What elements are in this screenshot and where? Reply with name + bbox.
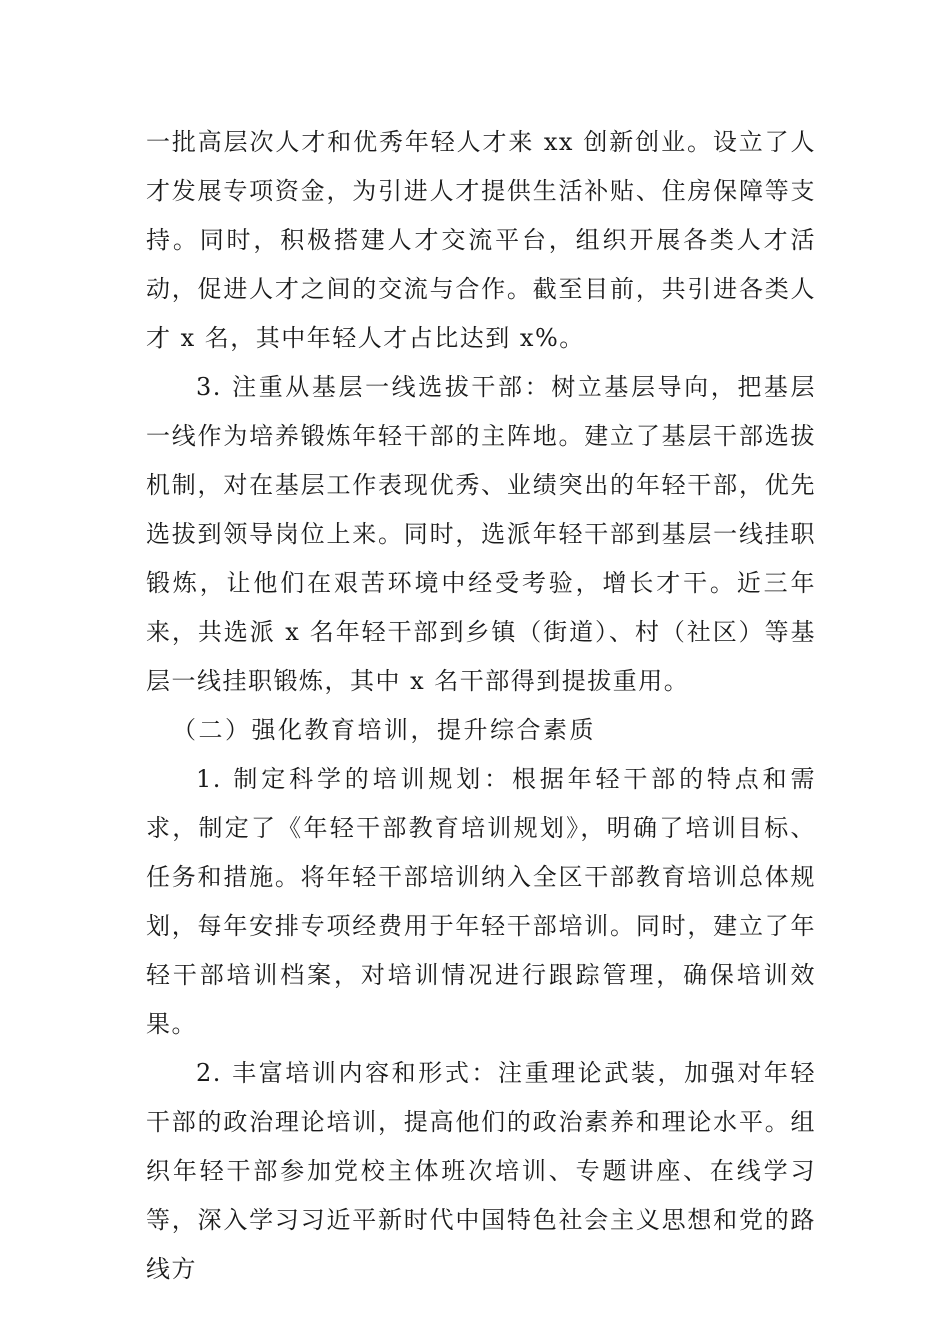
document-body (146, 118, 816, 1294)
paragraph-talent-introduction-continued: 一批高层次人才和优秀年轻人才来 xx 创新创业。设立了人才发展专项资金，为引进人才提供生活补贴、住房保障等支持。同时，积极搭建人才交流平台，组织开展各类人才活动，促进人才之间的交流与合作。截至目前，共引进各类人才 x 名，其中年轻人才占比达到 x%。 (146, 128, 816, 352)
paragraph-training-content: 2. 丰富培训内容和形式：注重理论武装，加强对年轻干部的政治理论培训，提高他们的政治素养和理论水平。组织年轻干部参加党校主体班次培训、专题讲座、在线学习等，深入学习习近平新时代中国特色社会主义思想和党的路线方 (146, 1059, 816, 1283)
section-heading-education-training: （二）强化教育培训，提升综合素质 (172, 716, 596, 744)
paragraph-training-plan: 1. 制定科学的培训规划：根据年轻干部的特点和需求，制定了《年轻干部教育培训规划》，明确了培训目标、任务和措施。将年轻干部培训纳入全区干部教育培训总体规划，每年安排专项经费用于年轻干部培训。同时，建立了年轻干部培训档案，对培训情况进行跟踪管理，确保培训效果。 (146, 765, 816, 1038)
paragraph-grassroots-selection: 3. 注重从基层一线选拔干部：树立基层导向，把基层一线作为培养锻炼年轻干部的主阵地。建立了基层干部选拔机制，对在基层工作表现优秀、业绩突出的年轻干部，优先选拔到领导岗位上来。同时，选派年轻干部到基层一线挂职锻炼，让他们在艰苦环境中经受考验，增长才干。近三年来，共选派 x 名年轻干部到乡镇（街道）、村（社区）等基层一线挂职锻炼，其中 x 名干部得到提拔重用。 (146, 373, 816, 695)
